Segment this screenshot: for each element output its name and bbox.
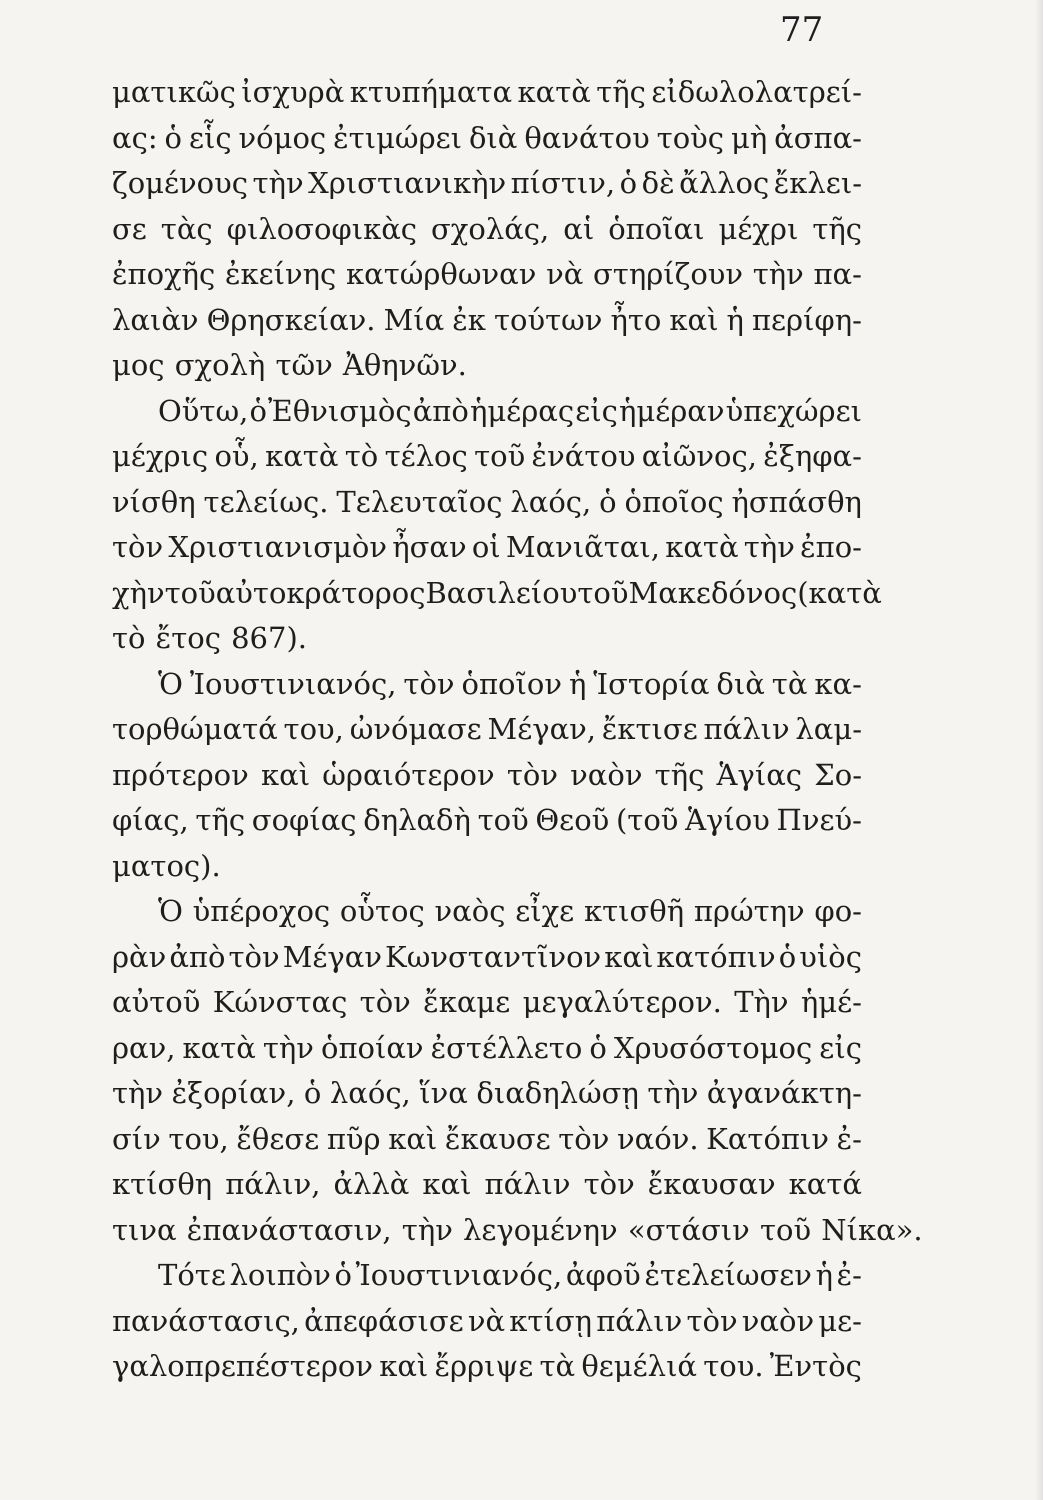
text-line: μος σχολὴ τῶν Ἀθηνῶν.	[112, 348, 467, 382]
text-line: ραν, κατὰ τὴν ὁποίαν ἐστέλλετο ὁ Χρυσόστομος εἰς	[112, 1030, 862, 1065]
text-line: λαιὰν Θρησκείαν. Μία ἐκ τούτων ἦτο καὶ ἡ περίφη-	[112, 302, 862, 337]
text-line: ματικῶς ἰσχυρὰ κτυπήματα κατὰ τῆς εἰδωλολατρεί-	[112, 75, 862, 109]
text-line: γαλοπρεπέστερον καὶ ἔρριψε τὰ θεμέλιά του. Ἐντὸς	[112, 1349, 862, 1383]
page-number: 77	[780, 10, 824, 50]
text-line: Ὁ Ἰουστινιανός, τὸν ὁποῖον ἡ Ἱστορία διὰ τὰ κα-	[158, 666, 862, 701]
page-edge-shadow	[1035, 0, 1043, 1500]
text-line: χὴν τοῦ αὐτοκράτορος Βασιλείου τοῦ Μακεδόνος(κατὰ	[112, 575, 882, 610]
text-line: αὐτοῦ Κώνστας τὸν ἔκαμε μεγαλύτερον. Τὴν ἡμέ-	[112, 985, 862, 1019]
text-line: πρότερον καὶ ὡραιότερον τὸν ναὸν τῆς Ἁγίας Σο-	[112, 757, 862, 792]
text-line: πανάστασις, ἀπεφάσισε νὰ κτίσῃ πάλιν τὸν ναὸν με-	[112, 1303, 862, 1338]
text-line: σίν του, ἔθεσε πῦρ καὶ ἔκαυσε τὸν ναόν. Κατόπιν ἐ-	[112, 1121, 862, 1156]
text-line: τὴν ἐξορίαν, ὁ λαός, ἵνα διαδηλώσῃ τὴν ἀγανάκτη-	[112, 1076, 862, 1110]
text-line: ας: ὁ εἷς νόμος ἐτιμώρει διὰ θανάτου τοὺς μὴ ἀσπα-	[112, 120, 862, 155]
text-line: σε τὰς φιλοσοφικὰς σχολάς, αἱ ὁποῖαι μέχρι τῆς	[112, 211, 862, 246]
text-line: ἐποχῆς ἐκείνης κατώρθωναν νὰ στηρίζουν τὴν πα-	[112, 257, 862, 291]
text-line: φίας, τῆς σοφίας δηλαδὴ τοῦ Θεοῦ (τοῦ Ἁγίου Πνεύ-	[112, 803, 862, 837]
text-line: τορθώματά του, ὠνόμασε Μέγαν, ἔκτισε πάλιν λαμ-	[112, 712, 862, 746]
text-line: νίσθη τελείως. Τελευταῖος λαός, ὁ ὁποῖος ἠσπάσθη	[112, 484, 862, 519]
text-line: κτίσθη πάλιν, ἀλλὰ καὶ πάλιν τὸν ἔκαυσαν κατά	[112, 1167, 862, 1201]
text-line: Οὕτω, ὁ Ἐθνισμὸς ἀπὸ ἡμέρας εἰς ἡμέραν ὑπεχώρει	[158, 393, 862, 428]
text-line: Ὁ ὑπέροχος οὗτος ναὸς εἶχε κτισθῆ πρώτην φο-	[158, 894, 862, 928]
text-line: ρὰν ἀπὸ τὸν Μέγαν Κωνσταντῖνον καὶ κατόπιν ὁ υἱὸς	[112, 939, 862, 974]
text-line: ζομένους τὴν Χριστιανικὴν πίστιν, ὁ δὲ ἄλλος ἔκλει-	[112, 166, 862, 200]
text-line: τὸ ἔτος 867).	[112, 621, 307, 655]
text-line: τινα ἐπανάστασιν, τὴν λεγομένην «στάσιν τοῦ Νίκα».	[112, 1212, 923, 1247]
text-line: τὸν Χριστιανισμὸν ἦσαν οἱ Μανιᾶται, κατὰ τὴν ἐπο-	[112, 530, 862, 564]
text-line: μέχρις οὗ, κατὰ τὸ τέλος τοῦ ἐνάτου αἰῶνος, ἐξηφα-	[112, 439, 862, 473]
text-line: Τότε λοιπὸν ὁ Ἰουστινιανός, ἀφοῦ ἐτελείωσεν ἡ ἐ-	[158, 1258, 862, 1292]
text-line: ματος).	[112, 848, 221, 883]
body-text	[112, 70, 923, 1390]
